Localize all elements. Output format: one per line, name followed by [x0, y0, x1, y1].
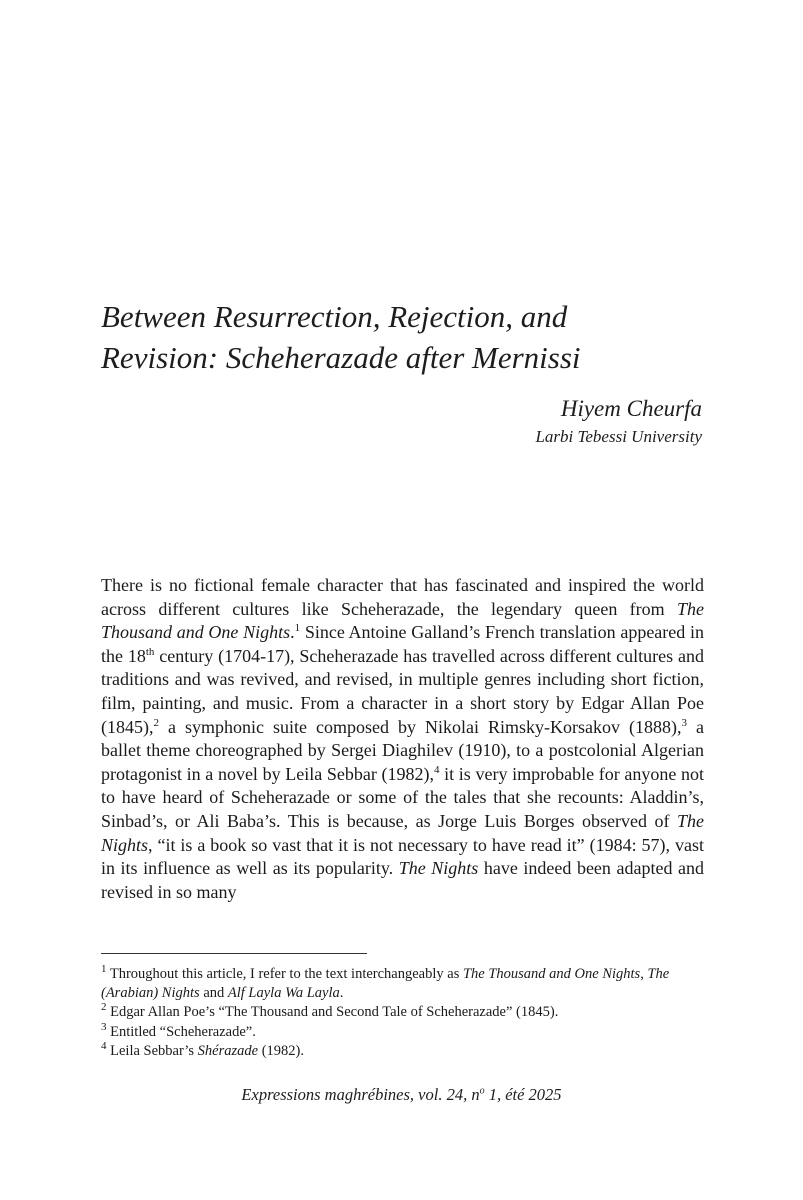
author-affiliation: Larbi Tebessi University	[535, 427, 702, 446]
footnote-text: Leila Sebbar’s	[106, 1042, 198, 1059]
footnote-ref-1[interactable]: 1	[294, 622, 301, 635]
footnote-ref-4[interactable]: 4	[434, 763, 440, 776]
footnote-text: .	[339, 985, 344, 1002]
body-paragraph	[101, 574, 704, 904]
footnote-mark: 2	[101, 1001, 107, 1014]
footnotes	[101, 965, 704, 1061]
body-text: , “it is a book so vast that it is not necessary to have read it” (1984: 57), vast in its influence as well as its popularity.	[101, 834, 704, 879]
body-text: it is very improbable for anyone not to have heard of Scheherazade or some of the tales that she recounts: Aladdin’s, Sinbad’s, or Ali Baba’s. This is because, as Jorge Luis Borges observed of	[101, 763, 705, 831]
footnote-ref-3[interactable]: 3	[681, 716, 687, 729]
footnote-divider	[101, 953, 367, 954]
footnote-text: Edgar Allan Poe’s “The Thousand and Second Tale of Scheherazade” (1845).	[106, 1004, 559, 1021]
body-text: .	[290, 622, 295, 643]
footnote-mark: 4	[101, 1039, 107, 1052]
footnote-text: (1982).	[258, 1042, 304, 1059]
author-name: Hiyem Cheurfa	[560, 396, 702, 421]
footnote-mark: 3	[101, 1020, 107, 1033]
footnote-text: Throughout this article, I refer to the text interchangeably as	[106, 966, 463, 982]
journal-footer	[0, 1084, 803, 1106]
footnote-ref-2[interactable]: 2	[153, 716, 159, 729]
footnote-text: Entitled “Scheherazade”.	[106, 1023, 256, 1040]
footnote-2	[101, 1003, 704, 1022]
book-title: The Thousand and One Nights	[101, 598, 704, 643]
footnote-text: and	[199, 985, 228, 1002]
footnote-4	[101, 1039, 704, 1061]
footnote-1	[101, 965, 704, 1003]
footnote-title: Alf Layla Wa Layla	[227, 985, 340, 1002]
footnote-title: The Thousand and One Nights	[462, 966, 641, 982]
footnote-mark: 1	[101, 963, 107, 976]
title-line-2: Revision: Scheherazade after Mernissi	[101, 340, 581, 375]
journal-text: Expressions maghrébines, vol. 24, n	[241, 1085, 480, 1104]
footnote-title: Shérazade	[197, 1042, 259, 1059]
footnote-3	[101, 1020, 704, 1042]
journal-sup: o	[479, 1085, 485, 1097]
article-title	[101, 296, 721, 378]
book-title: The Nights	[398, 858, 479, 879]
book-title: The Nights	[101, 810, 704, 855]
body-text: a symphonic suite composed by Nikolai Rimsky-Korsakov (1888),	[159, 716, 682, 737]
ordinal-suffix: th	[145, 645, 155, 658]
title-line-1: Between Resurrection, Rejection, and	[101, 299, 568, 334]
body-text: have indeed been adapted and revised in so many	[101, 858, 704, 902]
footnote-title: The (Arabian) Nights	[101, 966, 670, 1002]
journal-text: 1, été 2025	[484, 1085, 562, 1104]
body-text: century (1704-17), Scheherazade has travelled across different cultures and traditions and was revived, and revised, in multiple genres including short fiction, film, painting, and music. From a character in a short story by Edgar Allan Poe (1845),	[101, 645, 704, 737]
footnote-text: ,	[640, 966, 648, 982]
body-text: a ballet theme choreographed by Sergei Diaghilev (1910), to a postcolonial Algerian protagonist in a novel by Leila Sebbar (1982),	[101, 716, 704, 784]
body-text: Since Antoine Galland’s French translation appeared in the 18	[101, 622, 704, 666]
body-text: There is no fictional female character that has fascinated and inspired the world across different cultures like Scheherazade, the legendary queen from	[101, 575, 704, 619]
